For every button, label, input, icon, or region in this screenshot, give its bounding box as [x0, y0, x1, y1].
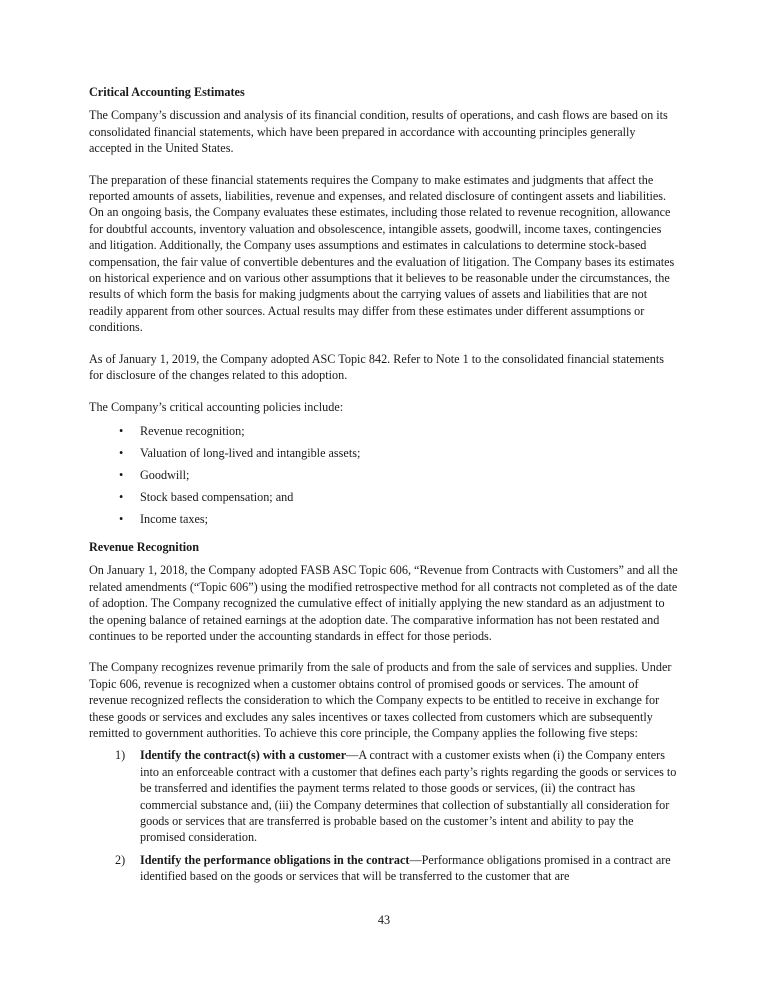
step-item [89, 747, 679, 845]
list-item-text: Income taxes; [140, 511, 209, 526]
page-number: 43 [377, 913, 391, 927]
list-item-text: Revenue recognition; [140, 423, 245, 438]
list-item [89, 511, 679, 533]
bullet-icon: • [119, 489, 124, 504]
step-number: 1) [115, 748, 126, 763]
document-page [89, 84, 679, 891]
list-item [89, 445, 679, 467]
step-number: 2) [115, 852, 126, 867]
bullet-icon: • [119, 467, 124, 482]
paragraph: The Company recognizes revenue primarily from the sale of products and from the sale of services and supplies. Under Topic 606, revenue is recognized when a customer obtains control of promised goods or services. The amount of revenue recognized reflects the consideration to which the Company expects to be entitled to receive in exchange for these goods or services and excludes any sales incentives or taxes collected from customers which are subsequently remitted to government authorities. To achieve this core principle, the Company applies the following five steps: [89, 660, 672, 740]
list-item [89, 467, 679, 489]
step-text: —A contract with a customer exists when (i) the Company enters into an enforceable contract with a customer that defines each party’s rights regarding the goods or services to be transferred and identifies the payment terms related to those goods or services, (ii) the contract has commercial substance and, (iii) the Company determines that collection of substantially all consideration for goods or services that are transferred is probable based on the customer’s intent and ability to pay the promised consideration. [140, 748, 677, 845]
paragraph: The preparation of these financial statements requires the Company to make estimates and judgments that affect the reported amounts of assets, liabilities, revenue and expenses, and related disclosure of contingent assets and liabilities. On an ongoing basis, the Company evaluates these estimates, including those related to revenue recognition, allowance for doubtful accounts, inventory valuation and obsolescence, intangible assets, goodwill, income taxes, contingencies and litigation. Additionally, the Company uses assumptions and estimates in calculations to determine stock-based compensation, the fair value of convertible debentures and the evaluation of litigation. The Company bases its estimates on historical experience and on various other assumptions that it believes to be reasonable under the circumstances, the results of which form the basis for making judgments about the carrying values of assets and liabilities that are not readily apparent from other sources. Actual results may differ from these estimates under different assumptions or conditions. [89, 172, 675, 335]
list-item [89, 423, 679, 445]
step-text: —Performance obligations promised in a contract are identified based on the goods or services that will be transferred to the customer that are [140, 852, 671, 884]
list-item-text: Goodwill; [140, 467, 190, 482]
paragraph: The Company’s discussion and analysis of its financial condition, results of operations, and cash flows are based on its consolidated financial statements, which have been prepared in accordance with accounting principles generally accepted in the United States. [89, 108, 668, 156]
bullet-icon: • [119, 445, 124, 460]
section-heading-revenue-recognition: Revenue Recognition [89, 539, 200, 554]
list-item-text: Stock based compensation; and [140, 489, 294, 504]
policies-list [89, 423, 679, 533]
step-title: Identify the performance obligations in the contract [140, 852, 410, 867]
step-item [89, 852, 679, 885]
list-item-text: Valuation of long-lived and intangible assets; [140, 445, 361, 460]
five-steps-list [89, 747, 679, 884]
bullet-icon: • [119, 423, 124, 438]
bullet-icon: • [119, 511, 124, 526]
step-title: Identify the contract(s) with a customer [140, 748, 347, 763]
paragraph: As of January 1, 2019, the Company adopted ASC Topic 842. Refer to Note 1 to the consolidated financial statements for disclosure of the changes related to this adoption. [89, 351, 665, 383]
paragraph: On January 1, 2018, the Company adopted FASB ASC Topic 606, “Revenue from Contracts with Customers” and all the related amendments (“Topic 606”) using the modified retrospective method for all contracts not completed as of the date of adoption. The Company recognized the cumulative effect of initially applying the new standard as an adjustment to the opening balance of retained earnings at the adoption date. The comparative information has not been restated and continues to be reported under the accounting standards in effect for those periods. [89, 563, 678, 643]
section-heading-critical-accounting-estimates: Critical Accounting Estimates [89, 85, 245, 99]
list-item [89, 489, 679, 511]
paragraph: The Company’s critical accounting policies include: [89, 399, 344, 414]
